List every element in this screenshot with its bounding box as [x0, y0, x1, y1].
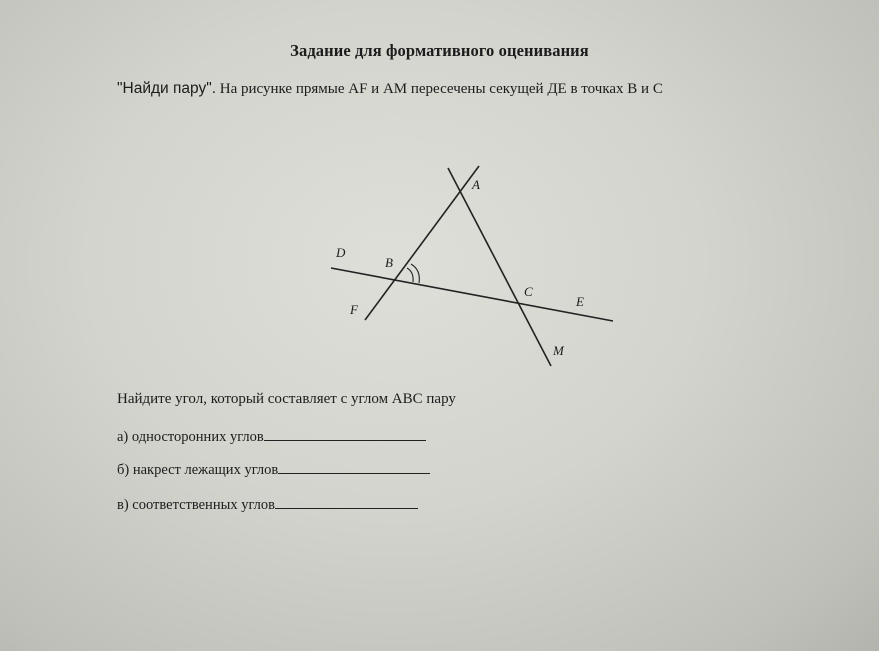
point-label-d: D — [336, 245, 346, 260]
point-label-m: M — [553, 343, 564, 358]
line-af — [365, 166, 479, 320]
answer-corresponding-label: в) соответственных углов — [117, 497, 275, 513]
answer-corresponding — [117, 495, 418, 514]
geometry-figure-svg — [320, 160, 620, 375]
answer-alternate-label: б) накрест лежащих углов — [117, 462, 279, 478]
transversal-line-de — [331, 268, 613, 321]
page-title: Задание для формативного оценивания — [290, 41, 589, 60]
task-intro-lead: "Найди пару". — [117, 80, 217, 97]
geometry-figure — [320, 160, 620, 375]
answer-corresponding-blank[interactable] — [275, 495, 418, 509]
point-label-a: A — [472, 177, 480, 192]
answer-one-sided — [117, 427, 426, 446]
angle-abc-arc-inner — [407, 268, 413, 282]
task-intro-text: На рисунке прямые AF и AM пересечены секущей ДE в точках B и C — [216, 81, 663, 97]
task-intro — [117, 80, 663, 98]
answer-alternate — [117, 460, 430, 479]
point-label-e: E — [576, 294, 584, 309]
line-am — [448, 168, 551, 366]
point-label-c: C — [524, 284, 533, 299]
point-label-b: B — [385, 255, 393, 270]
point-label-f: F — [350, 302, 358, 317]
answer-one-sided-blank[interactable] — [264, 427, 426, 441]
answer-one-sided-label: а) односторонних углов — [117, 429, 264, 445]
answer-alternate-blank[interactable] — [278, 460, 430, 474]
question-text: Найдите угол, который составляет с углом ABC пару — [117, 391, 456, 407]
